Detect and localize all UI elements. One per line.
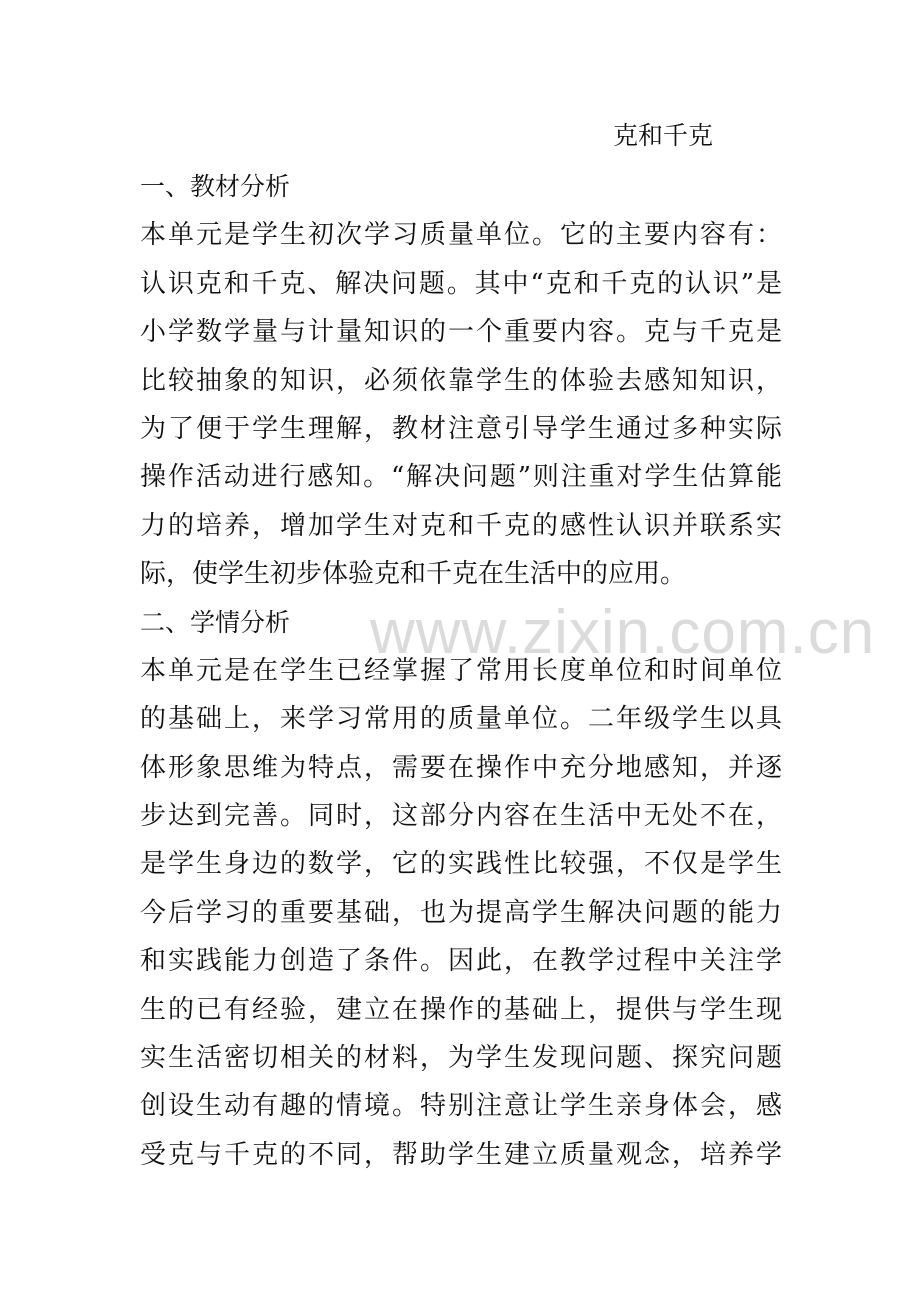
section-heading-student-analysis: 二、学情分析 [140,607,291,637]
paragraph-line: 为了便于学生理解，教材注意引导学生通过多种实际 [140,413,782,444]
watermark: www.zixin.com.cn [370,598,876,667]
paragraph-line: 本单元是学生初次学习质量单位。它的主要内容有： [140,220,782,251]
paragraph-line: 比较抽象的知识，必须依靠学生的体验去感知知识， [140,365,782,396]
paragraph-line: 的基础上，来学习常用的质量单位。二年级学生以具 [140,704,782,735]
paragraph-line: 是学生身边的数学，它的实践性比较强，不仅是学生 [140,849,782,880]
paragraph-line: 受克与千克的不同，帮助学生建立质量观念，培养学 [140,1139,782,1170]
paragraph-line: 步达到完善。同时，这部分内容在生活中无处不在， [140,801,782,832]
paragraph-line: 认识克和千克、解决问题。其中“克和千克的认识”是 [140,268,782,299]
paragraph-line: 今后学习的重要基础，也为提高学生解决问题的能力 [140,897,782,928]
section-textbook-analysis-paragraph [140,215,782,602]
paragraph-line: 生的已有经验，建立在操作的基础上，提供与学生现 [140,994,782,1025]
paragraph-line: 本单元是在学生已经掌握了常用长度单位和时间单位 [140,655,782,686]
section-student-analysis-paragraph [140,651,782,1183]
paragraph-line: 小学数学量与计量知识的一个重要内容。克与千克是 [140,317,782,348]
paragraph-line: 实生活密切相关的材料，为学生发现问题、探究问题 [140,1043,782,1074]
paragraph-line: 操作活动进行感知。“解决问题”则注重对学生估算能 [140,462,782,493]
document-body [140,167,782,1183]
paragraph-line: 力的培养，增加学生对克和千克的感性认识并联系实 [140,510,782,541]
paragraph-line: 创设生动有趣的情境。特别注意让学生亲身体会，感 [140,1091,782,1122]
paragraph-line: 际，使学生初步体验克和千克在生活中的应用。 [140,559,687,590]
paragraph-line: 和实践能力创造了条件。因此，在教学过程中关注学 [140,946,782,977]
section-heading-textbook-analysis: 一、教材分析 [140,172,291,201]
document-title: 克和千克 [613,121,714,150]
paragraph-line: 体形象思维为特点，需要在操作中充分地感知，并逐 [140,752,782,783]
